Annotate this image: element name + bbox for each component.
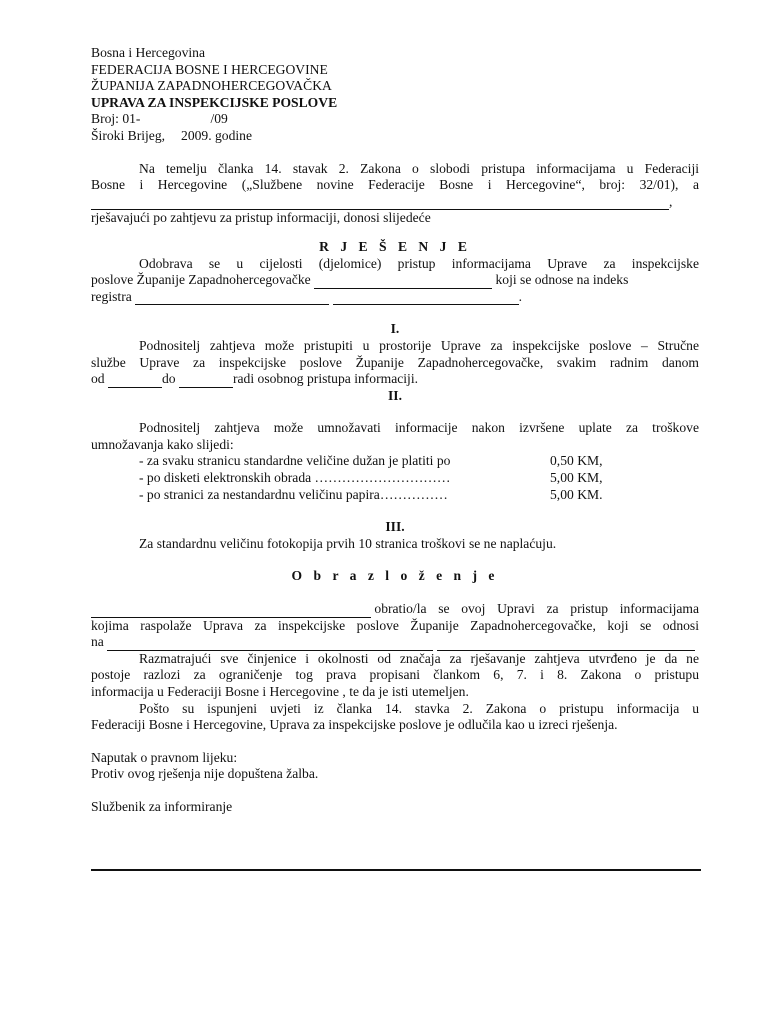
header-county: ŽUPANIJA ZAPADNOHERCEGOVAČKA: [91, 78, 332, 94]
legal-remedy-block: [91, 750, 699, 783]
intro-line-2: Bosne i Hercegovine („Službene novine Federacije Bosne i Hercegovine“, broj: 32/01), a: [91, 177, 699, 193]
cost-description: - po disketi elektronskih obrada …………………………: [139, 470, 451, 486]
document-page: [91, 45, 699, 816]
section-3-title: III.: [385, 519, 405, 535]
decision-line-2-end: koji se odnose na indeks: [495, 272, 629, 288]
reasoning-p3-line-1: Pošto su ispunjeni uvjeti iz članka 14. stavka 2. Zakona o pristupu informacija u: [139, 700, 699, 716]
reference-number-label: Broj: 01-: [91, 111, 141, 127]
place-date: [91, 128, 699, 145]
blank-field: [333, 292, 519, 305]
header-block: [91, 45, 699, 145]
blank-field: [91, 197, 669, 210]
reasoning-line-1: [91, 601, 699, 618]
blank-field: [107, 638, 433, 651]
bottom-divider: [91, 869, 701, 871]
reasoning-line-3-text: na: [91, 634, 104, 650]
place: Široki Brijeg,: [91, 127, 166, 143]
reference-number-suffix: /09: [210, 111, 228, 127]
intro-blank-line: [91, 194, 699, 211]
cost-description: - po stranici za nestandardnu veličinu papira……………: [139, 486, 448, 502]
reference-number: [91, 111, 699, 128]
intro-line-3-end: ,: [669, 193, 673, 209]
intro-line-4: rješavajući po zahtjevu za pristup informaciji, donosi slijedeće: [91, 210, 431, 226]
decision-title: R J E Š E N J E: [319, 238, 471, 254]
section-1-line-3-end: radi osobnog pristupa informaciji.: [233, 371, 418, 387]
blank-field: [179, 375, 233, 388]
cost-row: [91, 470, 699, 487]
decision-line-2-text: poslove Županije Zapadnohercegovačke: [91, 272, 311, 288]
cost-row: [91, 487, 699, 504]
decision-line-3-text: registra: [91, 288, 132, 304]
legal-remedy-title: Naputak o pravnom lijeku:: [91, 749, 238, 765]
blank-field: [437, 638, 695, 651]
decision-paragraph: [91, 256, 699, 306]
cost-row: [91, 453, 699, 470]
section-1-to: do: [162, 371, 176, 387]
section-1-title: I.: [390, 321, 400, 337]
section-2-paragraph: [91, 420, 699, 503]
reasoning-p2-line-3: informacija u Federaciji Bosne i Hercegovine , te da je isti utemeljen.: [91, 684, 469, 699]
reasoning-title: O b r a z l o ž e n j e: [291, 568, 499, 584]
section-2-line-2: umnožavanja kako slijedi:: [91, 436, 234, 452]
section-1-paragraph: [91, 338, 699, 388]
reasoning-p3-line-2: Federaciji Bosne i Hercegovine, Uprava za inspekcijske poslove je odlučila kao u izreci rješenja.: [91, 717, 618, 733]
header-federation: FEDERACIJA BOSNE I HERCEGOVINE: [91, 61, 328, 77]
reasoning-p2-line-2: postoje razlozi za ograničenje tog prava propisani člankom 6, 7. i 8. Zakona o pristupu: [91, 667, 699, 683]
section-1-line-2: službe Uprave za inspekcijske poslove Županije Zapadnohercegovačke, svakim radnim danom: [91, 354, 699, 370]
blank-field: [108, 375, 162, 388]
blank-field: [314, 276, 492, 289]
legal-remedy-text: Protiv ovog rješenja nije dopuštena žalba.: [91, 766, 319, 782]
decision-line-3-end: .: [518, 288, 522, 304]
section-2-line-1: Podnositelj zahtjeva može umnožavati informacije nakon izvršene uplate za troškove: [139, 420, 699, 436]
blank-field: [135, 292, 329, 305]
reasoning-paragraph: [91, 601, 699, 734]
cost-amount: 0,50 KM,: [550, 453, 603, 469]
decision-line-3: [91, 289, 699, 306]
decision-line-1: Odobrava se u cijelosti (djelomice) pristup informacijama Uprave za inspekcijske: [139, 255, 699, 271]
year: 2009. godine: [181, 127, 252, 143]
reasoning-line-3: [91, 634, 699, 651]
cost-amount: 5,00 KM.: [550, 486, 603, 502]
reasoning-p2-line-1: Razmatrajući sve činjenice i okolnosti od značaja za rješavanje zahtjeva utvrđeno je da ne: [139, 650, 699, 666]
section-1-line-3: [91, 371, 699, 388]
section-2-title: II.: [388, 387, 402, 403]
section-1-line-1: Podnositelj zahtjeva može pristupiti u prostorije Uprave za inspekcijske poslove – Stručne: [139, 337, 699, 353]
cost-amount: 5,00 KM,: [550, 470, 603, 486]
intro-line-1: Na temelju članka 14. stavak 2. Zakona o slobodi pristupa informacijama u Federaciji: [139, 160, 699, 176]
intro-paragraph: [91, 161, 699, 227]
decision-line-2: [91, 272, 699, 289]
header-authority: UPRAVA ZA INSPEKCIJSKE POSLOVE: [91, 94, 338, 110]
section-1-from: od: [91, 371, 105, 387]
reasoning-line-1-text: obratio/la se ovoj Upravi za pristup informacijama: [374, 601, 699, 617]
cost-description: - za svaku stranicu standardne veličine dužan je platiti po: [139, 453, 451, 469]
header-country: Bosna i Hercegovina: [91, 45, 206, 60]
reasoning-line-2: kojima raspolaže Uprava za inspekcijske poslove Županije Zapadnohercegovačke, koji se odnosi: [91, 617, 699, 633]
blank-field: [91, 605, 371, 618]
section-3-line-1: Za standardnu veličinu fotokopija prvih 10 stranica troškovi se ne naplaćuju.: [139, 535, 557, 551]
signatory-title: Službenik za informiranje: [91, 798, 233, 814]
